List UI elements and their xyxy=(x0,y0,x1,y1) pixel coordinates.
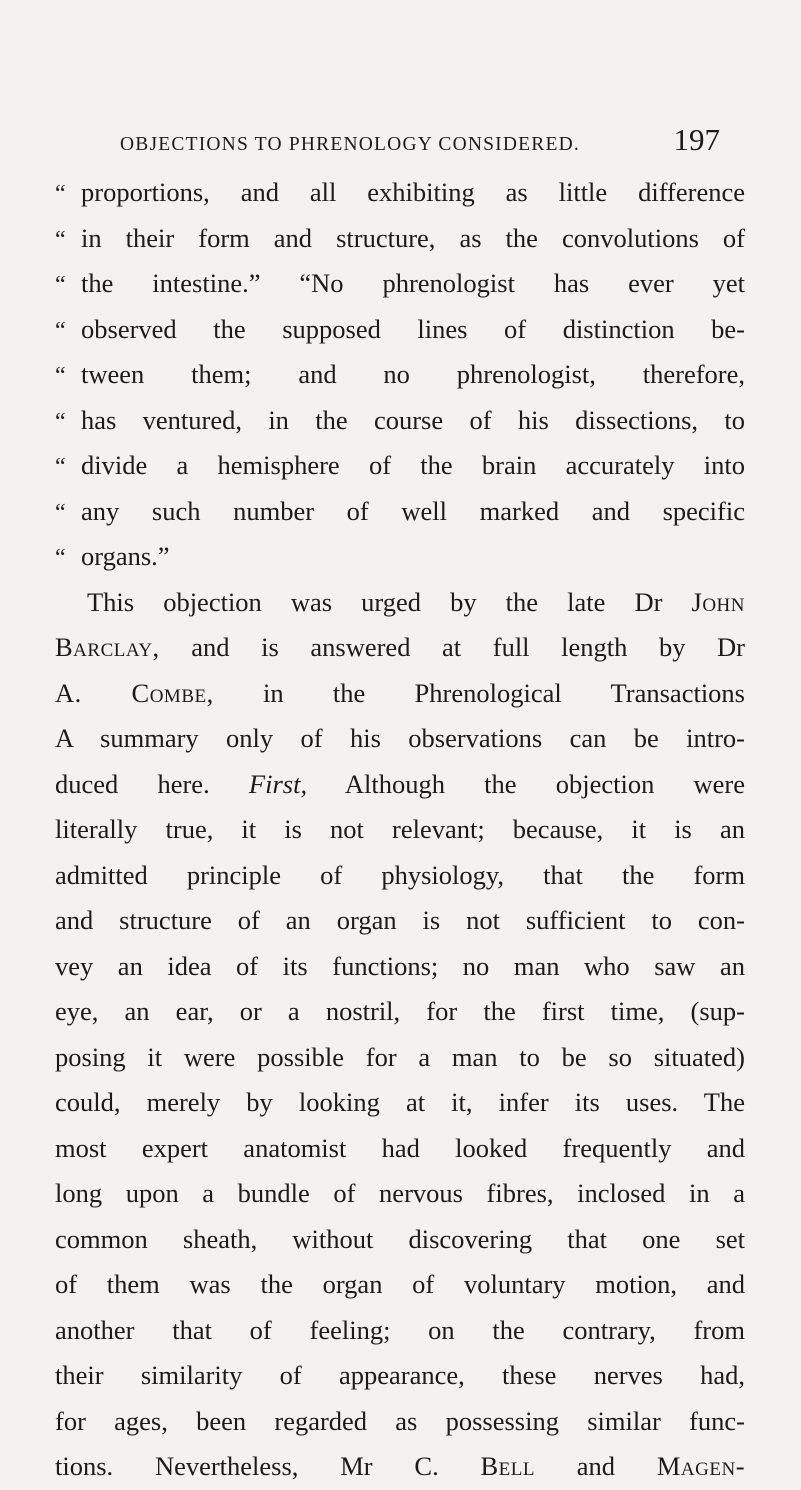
line-text: any such number of well marked and specific xyxy=(81,495,745,526)
quote-mark: “ xyxy=(55,454,66,480)
line-text: tions. Nevertheless, Mr C. xyxy=(55,1451,439,1481)
page-number: 197 xyxy=(673,122,720,157)
line-text: in their form and structure, as the convolutions of xyxy=(81,222,745,253)
line-text: proportions, and all exhibiting as little difference xyxy=(81,177,745,207)
quote-line xyxy=(55,398,745,444)
line-text: and xyxy=(576,1451,616,1481)
line-text: for ages, been regarded as possessing similar func- xyxy=(55,1405,745,1436)
line-text: could, merely by looking at it, infer its uses. The xyxy=(55,1087,745,1117)
paragraph-line xyxy=(55,580,745,626)
paragraph-line xyxy=(55,1080,745,1126)
line-text: another that of feeling; on the contrary, from xyxy=(55,1314,745,1345)
quote-mark: “ xyxy=(55,226,66,253)
line-text: literally true, it is not relevant; because, it is an xyxy=(55,814,745,844)
quote-mark: “ xyxy=(55,317,66,344)
page-header xyxy=(120,122,720,172)
paragraph-line xyxy=(55,1171,745,1217)
paragraph-line xyxy=(55,1353,745,1399)
line-text: eye, an ear, or a nostril, for the first time, (sup- xyxy=(55,996,745,1026)
author-name: Bell xyxy=(480,1451,535,1481)
paragraph-line xyxy=(55,1126,745,1172)
line-text: of them was the organ of voluntary motion, and xyxy=(55,1269,745,1299)
quote-line xyxy=(55,352,745,398)
line-text: divide a hemisphere of the brain accurately into xyxy=(81,450,745,480)
paragraph-line xyxy=(55,1035,745,1081)
author-name: Barclay, xyxy=(55,632,160,662)
paragraph-line xyxy=(55,716,745,762)
paragraph-line xyxy=(55,625,745,671)
quote-line xyxy=(55,489,745,535)
line-text: This objection was urged by the late Dr xyxy=(87,586,663,617)
quote-mark: “ xyxy=(55,272,66,298)
line-text: observed the supposed lines of distinction be- xyxy=(81,313,745,344)
line-text: has ventured, in the course of his dissections, to xyxy=(81,404,745,435)
paragraph-line xyxy=(55,1262,745,1308)
emphasis-text: First, xyxy=(248,768,308,799)
paragraph-line xyxy=(55,1444,745,1490)
line-text: most expert anatomist had looked frequently and xyxy=(55,1132,745,1163)
line-text: A summary only of his observations can be intro- xyxy=(55,723,745,753)
author-name: John xyxy=(691,586,745,617)
line-text: common sheath, without discovering that one set xyxy=(55,1223,745,1254)
line-text: the intestine.” “No phrenologist has ever yet xyxy=(81,268,745,298)
quote-mark: “ xyxy=(55,499,66,526)
quote-mark: “ xyxy=(55,408,66,435)
paragraph-line xyxy=(55,898,745,944)
body-text xyxy=(55,170,745,1490)
paragraph-line xyxy=(55,671,745,717)
quote-line xyxy=(55,170,745,216)
line-text: duced here. xyxy=(55,768,210,799)
quote-line xyxy=(55,261,745,307)
line-text: and is answered at full length by Dr xyxy=(191,632,746,662)
line-text: in the Phrenological Transactions xyxy=(263,677,745,708)
line-text: posing it were possible for a man to be so situated) xyxy=(55,1041,745,1072)
quote-line xyxy=(55,216,745,262)
author-name: A. Combe, xyxy=(55,677,214,708)
running-head: OBJECTIONS TO PHRENOLOGY CONSIDERED. xyxy=(120,134,580,155)
paragraph-line xyxy=(55,944,745,990)
paragraph-line xyxy=(55,853,745,899)
paragraph-line xyxy=(55,1399,745,1445)
paragraph-line xyxy=(55,1217,745,1263)
quote-line xyxy=(55,307,745,353)
quote-mark: “ xyxy=(55,181,66,207)
quote-line xyxy=(55,443,745,489)
quote-mark: “ xyxy=(55,363,66,389)
line-text: Although the objection were xyxy=(344,768,746,799)
line-text: admitted principle of physiology, that the form xyxy=(55,859,745,890)
author-name: Magen- xyxy=(656,1451,746,1481)
line-text: organs.” xyxy=(81,541,170,571)
quote-mark: “ xyxy=(55,545,66,571)
paragraph-line xyxy=(55,989,745,1035)
paragraph-line xyxy=(55,762,745,808)
line-text: and structure of an organ is not sufficient to con- xyxy=(55,905,745,935)
paragraph-line xyxy=(55,807,745,853)
line-text: tween them; and no phrenologist, therefore, xyxy=(81,359,745,389)
line-text: vey an idea of its functions; no man who saw an xyxy=(55,950,745,981)
line-text: their similarity of appearance, these nerves had, xyxy=(55,1360,745,1390)
quote-line xyxy=(55,534,745,580)
line-text: long upon a bundle of nervous fibres, inclosed in a xyxy=(55,1178,745,1208)
paragraph-line xyxy=(55,1308,745,1354)
